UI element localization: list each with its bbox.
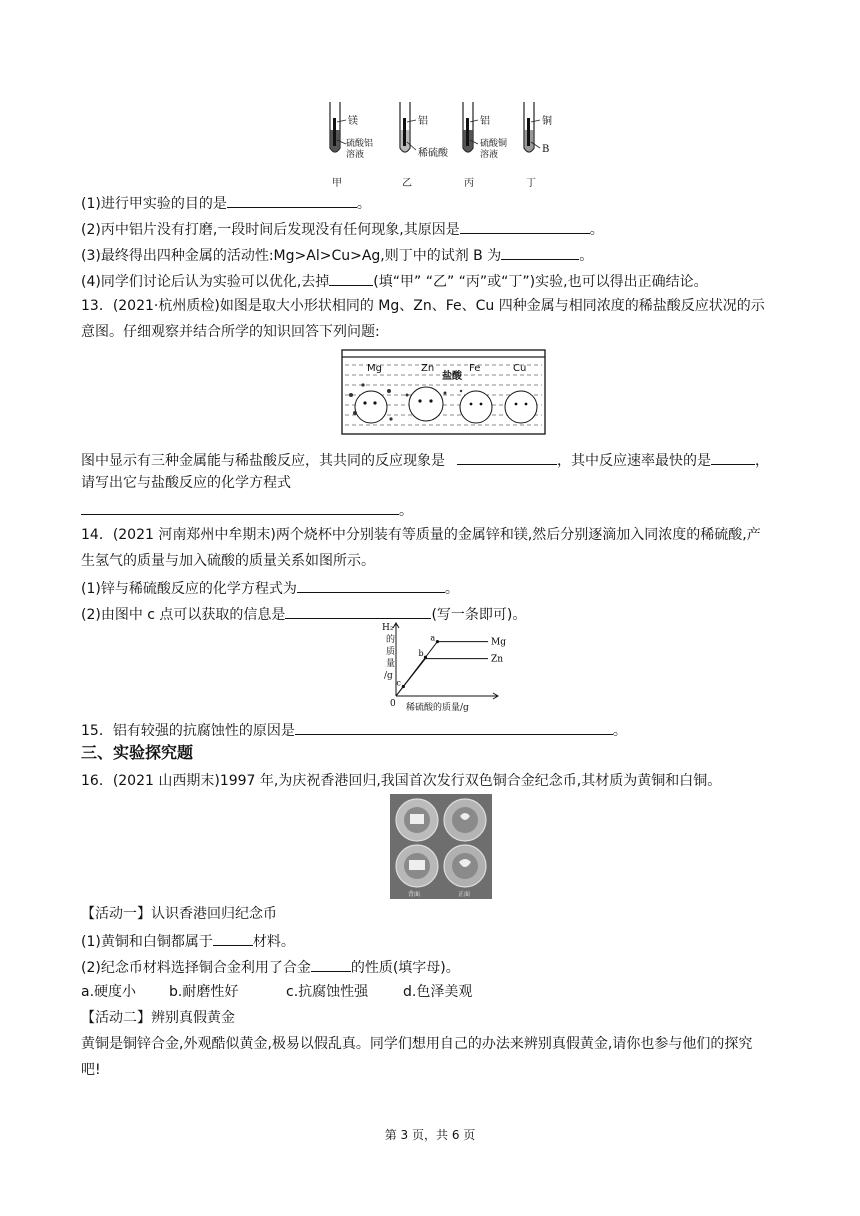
series-label: Mg (491, 637, 506, 648)
zn-figure (409, 387, 443, 421)
series-label: Zn (491, 654, 504, 665)
solution-label: B (542, 144, 550, 155)
activity1-title: 【活动一】认识香港回归纪念币 (81, 906, 277, 922)
q12-part1: (1)进行甲实验的目的是 。 (81, 193, 810, 213)
q14-part1: (1)锌与稀硫酸反应的化学方程式为 。 (81, 578, 810, 598)
coin-caption: 背面 (408, 891, 421, 898)
fe-figure (460, 391, 492, 423)
page-footer: 第 3 页，共 6 页 (384, 1128, 476, 1142)
metal-label: Zn (421, 363, 435, 374)
answer-blank[interactable] (297, 578, 445, 593)
answer-blank[interactable] (295, 720, 613, 735)
q14-part2: (2)由图中 c 点可以获取的信息是 (写一条即可)。 (81, 604, 810, 624)
tube-caption: 丙 (464, 178, 474, 189)
section-heading: 三、实验探究题 (81, 743, 194, 762)
solution-label: 溶液 (346, 150, 365, 160)
answer-blank[interactable] (285, 604, 431, 619)
x-axis-label: 稀硫酸的质量/g (406, 703, 469, 713)
activity2-title: 【活动二】辨别真假黄金 (81, 1010, 235, 1026)
answer-blank[interactable] (711, 450, 755, 465)
q16-part2: (2)纪念币材料选择铜合金利用了合金 的性质(填字母)。 (81, 957, 810, 977)
q14-stem-line2: 生氢气的质量与加入硫酸的质量关系如图所示。 (81, 553, 375, 569)
activity2-text-line2: 吧! (81, 1062, 101, 1078)
tube-label: 铝 (418, 116, 428, 127)
tube-caption: 甲 (332, 178, 342, 189)
answer-blank[interactable] (227, 193, 357, 208)
tube-caption: 乙 (402, 178, 412, 189)
metals-acid-figure (341, 349, 546, 435)
coins-photo (390, 794, 492, 899)
option-c: c.抗腐蚀性强 (286, 984, 369, 1000)
q15-line: 15．铝有较强的抗腐蚀性的原因是 。 (81, 720, 810, 740)
y-axis-label: 的 (386, 635, 396, 645)
tube-caption: 丁 (526, 178, 536, 189)
answer-blank[interactable] (81, 500, 399, 515)
metal-label: Fe (469, 363, 481, 374)
solution-label: 稀硫酸 (418, 148, 448, 159)
coin-caption: 正面 (458, 891, 471, 898)
answer-blank[interactable] (460, 219, 590, 234)
tube-label: 铜 (542, 116, 552, 127)
point-a (436, 640, 439, 643)
q12-part2: (2)丙中铝片没有打磨,一段时间后发现没有任何现象,其原因是 。 (81, 219, 810, 239)
q16-part1: (1)黄铜和白铜都属于 材料。 (81, 931, 810, 951)
q12-part4: (4)同学们讨论后认为实验可以优化,去掉 (填“甲” “乙” “丙”或“丁”)实验,也可以得出正确结论。 (81, 271, 810, 291)
y-axis-label: /g (384, 671, 393, 681)
test-tubes-figure (318, 100, 568, 192)
point-c (402, 685, 405, 688)
answer-blank[interactable] (501, 245, 579, 260)
q13-answer-line3: 。 (81, 500, 810, 520)
y-axis-label: 质 (386, 647, 396, 657)
tube-label: 铝 (480, 116, 490, 127)
solution-label: 硫酸铜 (480, 139, 508, 149)
answer-blank[interactable] (329, 271, 373, 286)
solution-label: 硫酸铝 (346, 139, 374, 149)
y-axis-label: 量 (386, 659, 396, 669)
q13-answer-line2: 请写出它与盐酸反应的化学方程式 (81, 475, 291, 491)
answer-blank[interactable] (311, 957, 351, 972)
acid-label: 盐酸 (442, 371, 462, 382)
hydrogen-mass-chart (362, 620, 504, 714)
answer-blank[interactable] (457, 450, 557, 465)
answer-blank[interactable] (213, 931, 253, 946)
q13-answer-line1: 图中显示有三种金属能与稀盐酸反应，其共同的反应现象是 ，其中反应速率最快的是 ， (81, 450, 810, 470)
option-a: a.硬度小 (81, 984, 137, 1000)
point-label: c (396, 678, 401, 688)
mg-figure (355, 391, 387, 423)
q13-stem-line2: 意图。仔细观察并结合所学的知识回答下列问题: (81, 324, 380, 340)
cu-figure (505, 391, 537, 423)
point-label: a (430, 633, 436, 643)
option-d: d.色泽美观 (403, 984, 473, 1000)
solution-label: 溶液 (480, 150, 499, 160)
activity2-text-line1: 黄铜是铜锌合金,外观酷似黄金,极易以假乱真。同学们想用自己的办法来辨别真假黄金,请你也参与他们的探究 (81, 1036, 753, 1052)
origin-label: 0 (390, 699, 396, 709)
q16-stem: 16．(2021 山西期末)1997 年,为庆祝香港回归,我国首次发行双色铜合金纪念币,其材质为黄铜和白铜。 (81, 773, 722, 789)
q13-stem-line1: 13．(2021·杭州质检)如图是取大小形状相同的 Mg、Zn、Fe、Cu 四种金属与相同浓度的稀盐酸反应状况的示 (81, 298, 765, 314)
metal-label: Mg (367, 363, 382, 374)
y-axis-label: H₂ (382, 623, 394, 633)
tube-label: 镁 (348, 116, 358, 127)
q12-part3: (3)最终得出四种金属的活动性:Mg>Al>Cu>Ag,则丁中的试剂 B 为 。 (81, 245, 810, 265)
metal-label: Cu (513, 363, 527, 374)
q16-options (81, 983, 810, 1001)
option-b: b.耐磨性好 (169, 984, 239, 1000)
point-b (424, 656, 427, 659)
series-line-mg (396, 642, 488, 696)
point-label: b (418, 649, 424, 659)
q14-stem-line1: 14．(2021 河南郑州中牟期末)两个烧杯中分别装有等质量的金属锌和镁,然后分别逐滴加入同浓度的稀硫酸,产 (81, 527, 761, 543)
